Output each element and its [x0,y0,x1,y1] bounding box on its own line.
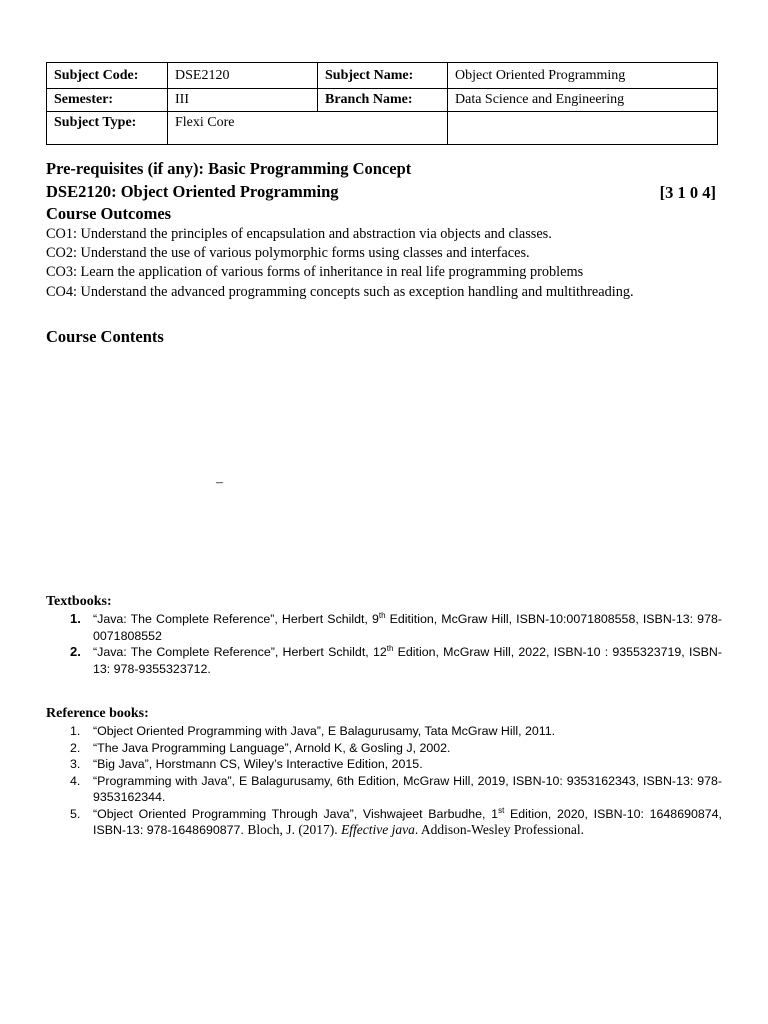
semester-label: Semester: [47,89,168,112]
stray-dash-mark: – [216,475,223,490]
course-outcome-3: CO3: Learn the application of various forms of inheritance in real life programming problems [46,264,584,280]
textbooks-list [46,611,722,677]
subject-type-label: Subject Type: [47,112,168,145]
course-outcome-1: CO1: Understand the principles of encapsulation and abstraction via objects and classes. [46,226,552,242]
list-item [46,773,722,806]
list-item [46,806,722,839]
course-outcomes-heading: Course Outcomes [46,204,172,223]
subject-code-label: Subject Code: [47,63,168,89]
reference-text: “Big Java”, Horstmann CS, Wiley’s Interactive Edition, 2015. [93,757,423,771]
subject-type-value: Flexi Core [168,112,448,145]
reference-text: “The Java Programming Language”, Arnold K, & Gosling J, 2002. [93,740,451,755]
reference-number: 5. [70,806,81,821]
reference-text: “Object Oriented Programming with Java”, E Balagurusamy, Tata McGraw Hill, 2011. [93,724,556,738]
reference-number: 3. [70,757,81,771]
course-outcome-2: CO2: Understand the use of various polymorphic forms using classes and interfaces. [46,245,530,261]
semester-value: III [168,89,318,112]
textbook-text-rest: Editition, McGraw Hill, ISBN-10:0071808558, ISBN-13: 978-0071808552 [93,612,722,643]
empty-cell [448,112,718,145]
reference-number: 2. [70,740,81,755]
list-item [46,723,722,740]
list-item [46,756,722,773]
reference-text-rest: Edition, 2020, ISBN-10: 1648690874, ISBN-13: 978-1648690877. [93,806,722,837]
credits-label: [3 1 0 4] [659,183,716,202]
branch-name-value: Data Science and Engineering [448,89,718,112]
table-row [47,112,718,145]
textbook-text: “Java: The Complete Reference”, Herbert Schildt, 12 [93,645,387,659]
subject-name-label: Subject Name: [318,63,448,89]
textbook-number: 1. [70,611,81,626]
subject-info-table [46,62,718,145]
subject-name-value: Object Oriented Programming [448,63,718,89]
list-item [46,644,722,677]
citation-publisher: . Addison-Wesley Professional. [414,822,585,837]
reference-books-heading: Reference books: [46,706,149,721]
textbooks-heading: Textbooks: [46,594,112,609]
textbook-text-rest: Edition, McGraw Hill, 2022, ISBN-10 : 9355323719, ISBN-13: 978-9355323712. [93,645,722,676]
reference-text: “Object Oriented Programming Through Java”, Vishwajeet Barbudhe, 1 [93,806,499,821]
prerequisites-heading: Pre-requisites (if any): Basic Programming Concept [46,159,412,178]
superscript: th [386,643,394,653]
citation-title: Effective java [341,822,415,837]
reference-number: 1. [70,724,81,738]
table-row [47,63,718,89]
reference-number: 4. [70,773,81,788]
reference-books-list [46,723,722,839]
list-item [46,611,722,644]
textbook-number: 2. [70,644,81,659]
citation-text: Bloch, J. (2017). [247,822,342,837]
course-contents-heading: Course Contents [46,327,164,346]
reference-text: “Programming with Java”, E Balagurusamy, 6th Edition, McGraw Hill, 2019, ISBN-10: 9353162343, ISBN-13: 978-9353162344. [93,773,722,804]
superscript: th [378,610,386,620]
course-outcome-4: CO4: Understand the advanced programming concepts such as exception handling and multithreading. [46,284,634,300]
table-row [47,89,718,112]
course-title: DSE2120: Object Oriented Programming [46,182,339,201]
list-item [46,740,722,757]
subject-code-value: DSE2120 [168,63,318,89]
superscript: st [498,805,505,815]
textbook-text: “Java: The Complete Reference”, Herbert Schildt, 9 [93,612,379,626]
branch-name-label: Branch Name: [318,89,448,112]
